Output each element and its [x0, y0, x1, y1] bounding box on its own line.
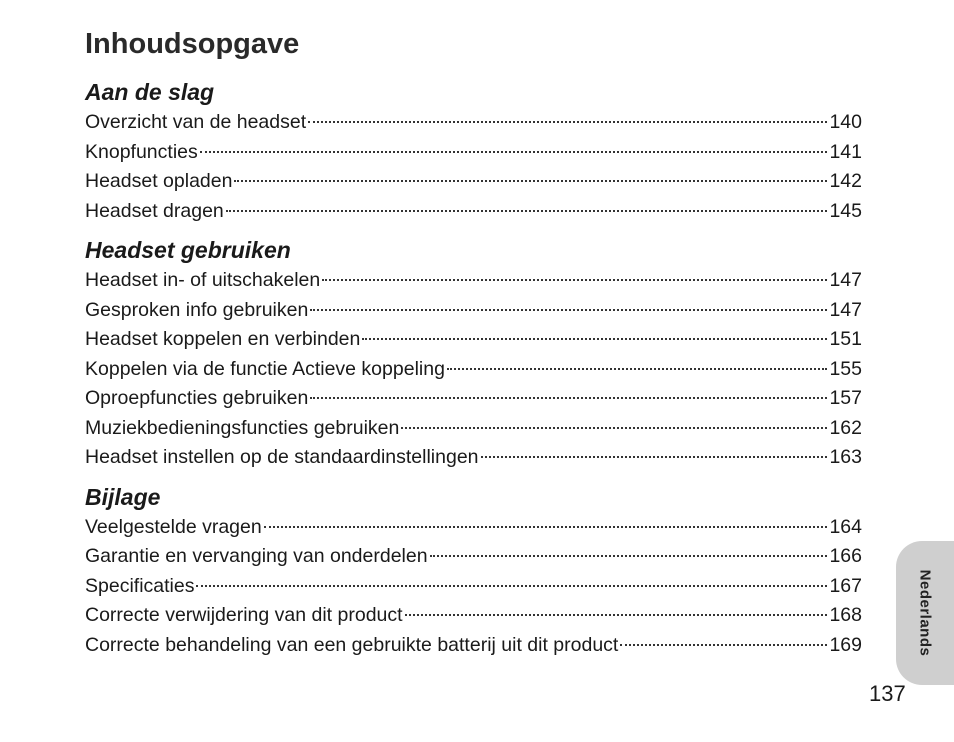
toc-entry-page: 145	[829, 199, 862, 222]
toc-entry-page: 147	[829, 269, 862, 291]
page-title: Inhoudsopgave	[85, 28, 300, 60]
toc-entry-page: 141	[829, 140, 862, 163]
toc-entry-page: 169	[829, 633, 862, 656]
toc-entry-label: Koppelen via de functie Actieve koppeling	[85, 357, 445, 380]
toc-entry-page: 157	[829, 387, 862, 409]
toc-entry-page: 140	[829, 111, 862, 133]
toc-entry-page: 162	[829, 416, 862, 439]
dot-leader	[362, 334, 827, 340]
page-number: 137	[869, 681, 906, 706]
toc-entry[interactable]	[85, 384, 862, 414]
toc-entry-label: Correcte verwijdering van dit product	[85, 604, 403, 626]
toc-entry-label: Headset in- of uitschakelen	[85, 269, 321, 291]
toc-entry-page: 142	[829, 170, 862, 192]
toc-entry[interactable]	[85, 572, 862, 602]
toc-entry-label: Oproepfuncties gebruiken	[85, 387, 309, 409]
toc-entry[interactable]	[85, 631, 862, 661]
dot-leader	[264, 522, 828, 528]
toc-entry-page: 166	[829, 545, 862, 567]
section-heading-aan-de-slag: Aan de slag	[85, 79, 215, 105]
toc-entry[interactable]	[85, 197, 862, 227]
toc-entry[interactable]	[85, 542, 862, 572]
toc-entry-label: Garantie en vervanging van onderdelen	[85, 545, 428, 567]
dot-leader	[200, 147, 828, 153]
toc-entry-label: Overzicht van de headset	[85, 111, 307, 133]
dot-leader	[620, 640, 827, 646]
toc-entry-label: Veelgestelde vragen	[85, 515, 262, 538]
toc-entry-page: 168	[829, 604, 862, 626]
toc-entry-page: 155	[829, 357, 862, 380]
dot-leader	[430, 551, 828, 557]
section-heading-headset-gebruiken: Headset gebruiken	[85, 237, 291, 263]
dot-leader	[401, 423, 827, 429]
dot-leader	[310, 305, 827, 311]
toc-entry-label: Headset dragen	[85, 199, 224, 222]
section-entries-bijlage	[85, 513, 862, 661]
toc-entry-page: 167	[829, 574, 862, 597]
toc-entry[interactable]	[85, 325, 862, 355]
toc-entry[interactable]	[85, 443, 862, 473]
toc-entry-page: 164	[829, 515, 862, 538]
language-tab	[896, 541, 954, 685]
toc-entry[interactable]	[85, 108, 862, 138]
toc-entry-page: 147	[829, 298, 862, 321]
dot-leader	[226, 206, 828, 212]
dot-leader	[447, 364, 828, 370]
toc-entry[interactable]	[85, 414, 862, 444]
section-entries-headset-gebruiken	[85, 266, 862, 473]
toc-entry-label: Gesproken info gebruiken	[85, 298, 309, 321]
toc-entry-label: Headset koppelen en verbinden	[85, 328, 361, 350]
table-of-contents	[85, 76, 862, 668]
toc-entry[interactable]	[85, 513, 862, 543]
section-heading-bijlage: Bijlage	[85, 483, 161, 510]
toc-entry-label: Specificaties	[85, 574, 195, 597]
toc-entry-label: Headset instellen op de standaardinstellingen	[85, 446, 479, 468]
toc-entry[interactable]	[85, 355, 862, 385]
toc-entry-page: 151	[829, 328, 862, 350]
toc-entry[interactable]	[85, 266, 862, 296]
language-tab-label: Nederlands	[916, 569, 934, 657]
toc-entry[interactable]	[85, 167, 862, 197]
toc-entry-page: 163	[829, 446, 862, 468]
dot-leader	[234, 176, 827, 182]
dot-leader	[322, 275, 827, 281]
toc-entry-label: Correcte behandeling van een gebruikte batterij uit dit product	[85, 633, 619, 656]
toc-entry-label: Headset opladen	[85, 170, 233, 192]
toc-entry[interactable]	[85, 138, 862, 168]
toc-entry[interactable]	[85, 601, 862, 631]
dot-leader	[310, 393, 827, 399]
toc-entry-label: Knopfuncties	[85, 140, 198, 163]
dot-leader	[405, 610, 828, 616]
dot-leader	[481, 452, 828, 458]
dot-leader	[308, 117, 827, 123]
toc-entry[interactable]	[85, 296, 862, 326]
dot-leader	[196, 581, 827, 587]
section-entries-aan-de-slag	[85, 108, 862, 226]
toc-entry-label: Muziekbedieningsfuncties gebruiken	[85, 416, 400, 439]
